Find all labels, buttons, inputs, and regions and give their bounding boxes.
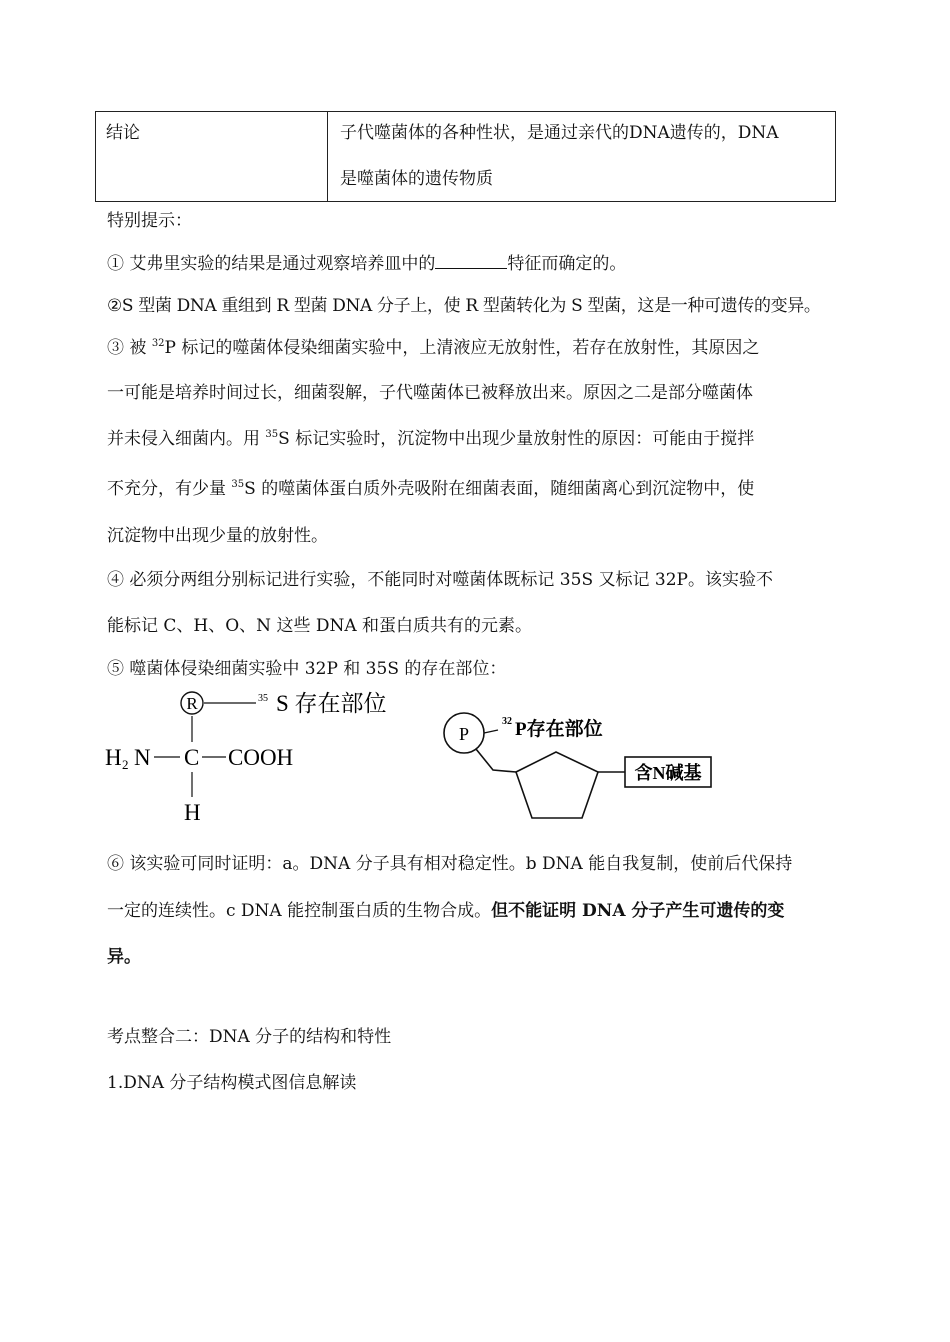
phosphate-letter: P bbox=[458, 724, 470, 744]
conclusion-table bbox=[95, 111, 836, 202]
table-label-cell bbox=[96, 112, 328, 201]
tip-5: ⑤ 噬菌体侵染细菌实验中 32P 和 35S 的存在部位： bbox=[107, 659, 507, 679]
carboxyl-label: COOH bbox=[228, 745, 294, 770]
tip-1 bbox=[107, 249, 626, 274]
tip-6-line-2 bbox=[107, 896, 784, 921]
p32-superscript: 32 bbox=[502, 716, 512, 727]
table-label: 结论 bbox=[106, 123, 140, 143]
pentose-sugar-ring bbox=[516, 752, 598, 818]
h2-subscript: 2 bbox=[122, 757, 129, 772]
tip-6-l2a: 一定的连续性。c DNA 能控制蛋白质的生物合成。 bbox=[107, 901, 492, 921]
tip-2: ②S 型菌 DNA 重组到 R 型菌 DNA 分子上，使 R 型菌转化为 S 型菌，这是一种可遗传的变异。 bbox=[107, 296, 821, 316]
tip-3-l3b: S 标记实验时，沉淀物中出现少量放射性的原因：可能由于搅拌 bbox=[278, 429, 755, 449]
tip-3-line-5: 沉淀物中出现少量的放射性。 bbox=[107, 526, 328, 546]
tip-6-bold-end: 异。 bbox=[107, 947, 141, 967]
tip-6-line-3 bbox=[107, 942, 141, 967]
tips-heading: 特别提示： bbox=[107, 211, 192, 231]
s35-label: S 存在部位 bbox=[276, 691, 387, 716]
tip-3-l4b: S 的噬菌体蛋白质外壳吸附在细菌表面，随细菌离心到沉淀物中，使 bbox=[244, 479, 755, 499]
tip-4-line-1: ④ 必须分两组分别标记进行实验，不能同时对噬菌体既标记 35S 又标记 32P。该实验不 bbox=[107, 570, 773, 590]
amino-acid-structure-figure bbox=[100, 680, 420, 830]
tip-3-line-1 bbox=[107, 333, 759, 358]
fill-in-blank bbox=[435, 252, 507, 269]
p-label-leader bbox=[484, 730, 498, 733]
tip-6-bold-text: 但不能证明 DNA 分子产生可遗传的变 bbox=[491, 901, 785, 921]
hydrogen-label: H bbox=[184, 800, 201, 825]
alpha-carbon-label: C bbox=[184, 745, 200, 770]
tip-3-line-2: 一可能是培养时间过长，细菌裂解，子代噬菌体已被释放出来。原因之二是部分噬菌体 bbox=[107, 383, 753, 403]
tip-3-l4a: 不充分，有少量 bbox=[107, 479, 232, 499]
base-label: 含N碱基 bbox=[634, 763, 702, 783]
tip-1-before: ① 艾弗里实验的结果是通过观察培养皿中的 bbox=[107, 254, 436, 274]
phosphate-sugar-bond bbox=[476, 749, 516, 772]
tip-1-after: 特征而确定的。 bbox=[507, 254, 627, 274]
section-2-title: 考点整合二：DNA 分子的结构和特性 bbox=[107, 1027, 392, 1047]
table-content-line-2: 是噬菌体的遗传物质 bbox=[340, 169, 493, 189]
section-2-item-1: 1.DNA 分子结构模式图信息解读 bbox=[107, 1073, 357, 1093]
tip-4-line-2: 能标记 C、H、O、N 这些 DNA 和蛋白质共有的元素。 bbox=[107, 616, 533, 636]
nucleotide-structure-figure bbox=[438, 700, 728, 830]
tip-3-l3a: 并未侵入细菌内。用 bbox=[107, 429, 266, 449]
tip-3-line-4 bbox=[107, 474, 754, 499]
r-group-letter: R bbox=[186, 694, 198, 713]
p32-label: P存在部位 bbox=[515, 719, 603, 740]
isotope-sup: 35 bbox=[265, 429, 279, 440]
tip-3-line-3 bbox=[107, 424, 754, 449]
tip-3-l1a: ③ 被 bbox=[107, 338, 152, 358]
nitrogen-label: N bbox=[134, 745, 151, 770]
h2-h: H bbox=[105, 745, 122, 770]
isotope-sup: 35 bbox=[231, 479, 245, 490]
tip-6-line-1: ⑥ 该实验可同时证明：a。DNA 分子具有相对稳定性。b DNA 能自我复制，使前后代保持 bbox=[107, 854, 793, 874]
tip-3-l1b: P 标记的噬菌体侵染细菌实验中，上清液应无放射性，若存在放射性，其原因之 bbox=[164, 338, 760, 358]
table-content-line-1: 子代噬菌体的各种性状，是通过亲代的DNA遗传的，DNA bbox=[340, 123, 779, 143]
isotope-sup: 32 bbox=[151, 338, 165, 349]
s35-superscript: 35 bbox=[258, 693, 268, 704]
